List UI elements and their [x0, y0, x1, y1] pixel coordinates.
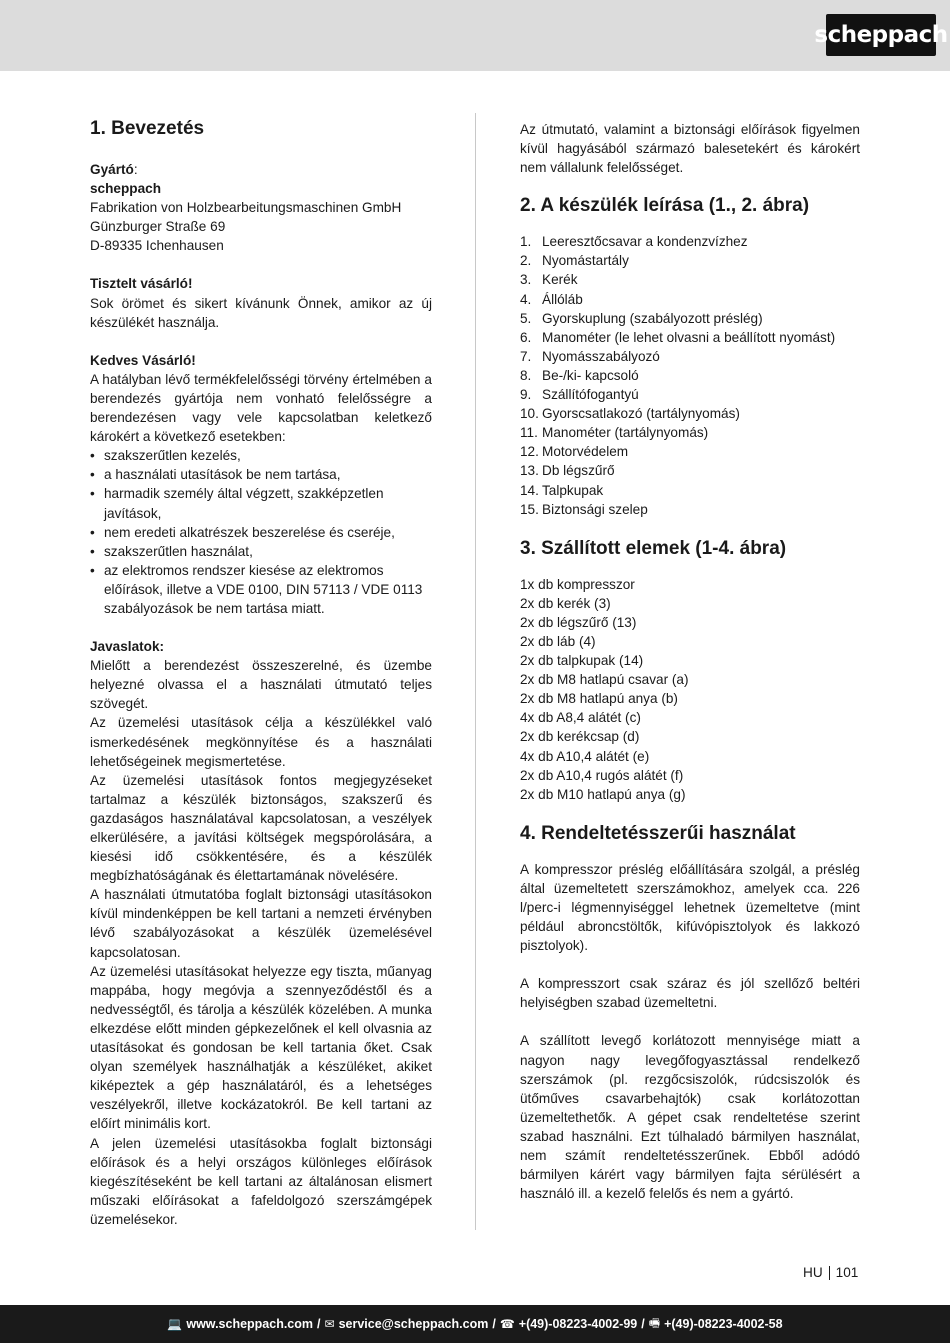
manufacturer-label: Gyártó — [90, 162, 134, 177]
footer-bar — [0, 1305, 950, 1343]
address-line: Günzburger Straße 69 — [90, 219, 226, 235]
column-divider — [475, 113, 476, 1230]
list-item — [520, 461, 860, 480]
list-item: 2x db M10 hatlapú anya (g) — [520, 786, 686, 802]
item-text: Manométer (le lehet olvasni a beállított nyomást) — [542, 329, 836, 345]
list-item: • szakszerűtlen kezelés, — [90, 446, 432, 465]
header-bar — [0, 0, 950, 71]
address-line: Fabrikation von Holzbearbeitungsmaschinen GmbH — [90, 200, 402, 216]
list-item — [520, 481, 860, 500]
list-item: • harmadik személy által végzett, szakképzetlen javítások, — [90, 484, 432, 522]
left-column — [90, 118, 432, 1229]
item-number: 3. — [520, 272, 532, 288]
item-number: 10. — [520, 406, 539, 422]
list-item — [520, 347, 860, 366]
recommendation-paragraph: Az üzemelési utasításokat helyezze egy tiszta, műanyag mappába, hogy megóvja a szennyeződéstől és a nedvességtől, és tárolja a készülék közelében. A munka elkezdése előtt minden gépkezelőnek el kell olvasnia az utasításokat és gondosan be kell tartania őket. Csak olyan személyek használhatják a készüléket, akiket kiképeztek a gép használatáról, és a lehetséges veszélyekről, illetve kockázatokról. Be kell tartani az előírt minimális kort. — [90, 963, 432, 1132]
recommendation-paragraph: A jelen üzemelési utasításokba foglalt biztonsági előírások és a helyi országos különleges előírások kiegészítéseként be kell tartani az általánosan elismert műszaki előírásokat a fafeldolgozó szerszámgépek üzemelésekor. — [90, 1135, 432, 1227]
page-separator — [829, 1266, 830, 1280]
greeting-1-text: Sok örömet és sikert kívánunk Önnek, amikor az új készülékét használja. — [90, 295, 432, 330]
greeting-1: Tisztelt vásárló! — [90, 276, 193, 292]
list-item: • a használati utasítások be nem tartása, — [90, 465, 432, 484]
item-text: Leeresztőcsavar a kondenzvízhez — [542, 234, 748, 250]
mail-icon: ✉ — [324, 1317, 335, 1331]
list-item: • az elektromos rendszer kiesése az elektromos előírások, illetve a VDE 0100, DIN 57113 / VDE 0113 szabályozások be nem tartása miatt. — [90, 561, 432, 618]
page-number-value: 101 — [835, 1265, 859, 1280]
list-item: 2x db kerékcsap (d) — [520, 729, 640, 745]
computer-icon: 💻 — [167, 1317, 183, 1331]
list-item: 2x db M8 hatlapú csavar (a) — [520, 672, 689, 688]
section-3-title: 3. Szállított elemek (1-4. ábra) — [520, 537, 787, 559]
item-number: 12. — [520, 444, 539, 460]
item-number: 15. — [520, 501, 539, 517]
item-text: Nyomástartály — [542, 253, 629, 269]
footer-separator: / — [641, 1317, 645, 1331]
usage-paragraph: A kompresszort csak száraz és jól szellőző beltéri helyiségben szabad üzemeltetni. — [520, 976, 860, 1011]
section-1-title: 1. Bevezetés — [90, 118, 205, 139]
list-item: • nem eredeti alkatrészek beszerelése és cseréje, — [90, 523, 432, 542]
list-item — [520, 500, 860, 519]
list-item: 4x db A8,4 alátét (c) — [520, 710, 641, 726]
item-number: 4. — [520, 291, 532, 307]
liability-list — [90, 446, 432, 618]
list-item — [520, 328, 860, 347]
item-text: Kerék — [542, 272, 578, 288]
list-item — [520, 404, 860, 423]
item-text: Talpkupak — [542, 482, 604, 498]
list-item — [520, 270, 860, 289]
list-item — [520, 423, 860, 442]
fax-number: +(49)-08223-4002-58 — [664, 1317, 783, 1331]
item-text: Állóláb — [542, 291, 583, 307]
right-column — [520, 120, 860, 1203]
scheppach-logo: scheppach — [826, 14, 936, 56]
item-text: Be-/ki- kapcsoló — [542, 367, 639, 383]
section-4-title: 4. Rendeltetésszerűi használat — [520, 822, 796, 844]
item-number: 14. — [520, 482, 539, 498]
list-item: 2x db láb (4) — [520, 633, 596, 649]
list-item: 2x db talpkupak (14) — [520, 653, 644, 669]
item-number: 2. — [520, 253, 532, 269]
item-number: 13. — [520, 463, 539, 479]
recommendations-label: Javaslatok: — [90, 639, 165, 655]
footer-separator: / — [492, 1317, 496, 1331]
footer-separator: / — [317, 1317, 321, 1331]
item-text: Nyomásszabályozó — [542, 348, 660, 364]
item-number: 6. — [520, 329, 532, 345]
item-number: 11. — [520, 425, 538, 441]
fax-icon: 🖷 — [648, 1315, 661, 1330]
list-item: 4x db A10,4 alátét (e) — [520, 748, 650, 764]
item-text: Biztonsági szelep — [542, 501, 648, 517]
item-text: Szállítófogantyú — [542, 387, 639, 403]
item-text: Db légszűrő — [542, 463, 615, 479]
item-text: Gyorskuplung (szabályozott préslég) — [542, 310, 763, 326]
supplied-items-list — [520, 575, 860, 804]
phone-number: +(49)-08223-4002-99 — [518, 1317, 638, 1331]
item-number: 7. — [520, 348, 532, 364]
list-item — [520, 290, 860, 309]
item-text: Motorvédelem — [542, 444, 629, 460]
website-link[interactable]: www.scheppach.com — [186, 1317, 314, 1331]
parts-list — [520, 232, 860, 518]
item-text: Manométer (tartálynyomás) — [542, 425, 709, 441]
phone-icon: ☎ — [499, 1317, 515, 1331]
item-number: 5. — [520, 310, 532, 326]
manufacturer-block — [90, 160, 432, 255]
usage-paragraph: A kompresszor préslég előállítására szolgál, a préslég által üzemeltetett szerszámokhoz, amelyek cca. 226 l/perc-i légmennyiséggel lehetnek üzemeltetve (mint például abroncstöltők, kifúvópisztolyok és lakkozó pisztolyok). — [520, 861, 860, 954]
liability-text: A hatályban lévő termékfelelősségi törvény értelmében a berendezés gyártója nem vonható felelősségre a berendezésen vagy vele kapcsolatban keletkező károkért a következő esetekben: — [90, 371, 432, 445]
language-code: HU — [803, 1265, 823, 1280]
list-item — [520, 251, 860, 270]
item-text: Gyorscsatlakozó (tartálynyomás) — [542, 406, 740, 422]
recommendation-paragraph: Az üzemelési utasítások fontos megjegyzéseket tartalmaz a készülék biztonságos, szakszerű és gazdaságos használatával kapcsolatosan, a veszélyek elkerülésére, a javítási költségek megspórolására, a kiesési idő csökkentésére, és a készülék megbízhatóságának és élettartamának növelésére. — [90, 772, 432, 884]
section-2-title: 2. A készülék leírása (1., 2. ábra) — [520, 195, 810, 217]
address-line: D-89335 Ichenhausen — [90, 238, 224, 254]
list-item: 2x db légszűrő (13) — [520, 614, 637, 630]
list-item: 2x db M8 hatlapú anya (b) — [520, 691, 678, 707]
disclaimer-text: Az útmutató, valamint a biztonsági előírások figyelmen kívül hagyásából származó balesetekért és károkért nem vállalunk felelősséget. — [520, 122, 860, 176]
list-item — [520, 309, 860, 328]
company-name: scheppach — [90, 181, 162, 197]
email-link[interactable]: service@scheppach.com — [338, 1317, 489, 1331]
manufacturer-colon: : — [133, 162, 138, 177]
list-item — [520, 385, 860, 404]
item-number: 1. — [520, 234, 532, 250]
list-item: 2x db kerék (3) — [520, 595, 611, 611]
list-item — [520, 366, 860, 385]
list-item: 1x db kompresszor — [520, 576, 635, 592]
list-item: • szakszerűtlen használat, — [90, 542, 432, 561]
list-item — [520, 442, 860, 461]
list-item — [520, 232, 860, 251]
item-number: 8. — [520, 367, 532, 383]
item-number: 9. — [520, 387, 532, 403]
page-number — [803, 1265, 858, 1280]
greeting-2: Kedves Vásárló! — [90, 352, 196, 368]
recommendation-paragraph: A használati útmutatóba foglalt biztonsági utasításokon kívül mindenképpen be kell tartani a nemzeti érvényben lévő szabályozásokat a készülék üzemelésével kapcsolatosan. — [90, 887, 432, 960]
recommendation-paragraph: Az üzemelési utasítások célja a készülékkel való ismerkedésének megkönnyítése és a használati lehetőségeinek megismertetése. — [90, 715, 432, 769]
list-item: 2x db A10,4 rugós alátét (f) — [520, 767, 684, 783]
usage-paragraph: A szállított levegő korlátozott mennyisége miatt a nagyon nagy levegőfogyasztással rendelkező szerszámok (pl. rezgőcsiszolók, rúdcsiszolók és ütőműves csavarbehajtók) csak korlátozottan üzemeltethetők. A gépet csak rendeltetése szerint szabad használni. Ezt túlhaladó bármilyen használat, nem számít rendeltetésszerűnek. Ebből adódó bármilyen kárért vagy bármilyen fajta sérülésért a használó ill. a kezelő felelős és nem a gyártó. — [520, 1033, 860, 1202]
recommendation-paragraph: Mielőtt a berendezést összeszerelné, és üzembe helyezné olvassa el a használati útmutató teljes szövegét. — [90, 658, 432, 712]
